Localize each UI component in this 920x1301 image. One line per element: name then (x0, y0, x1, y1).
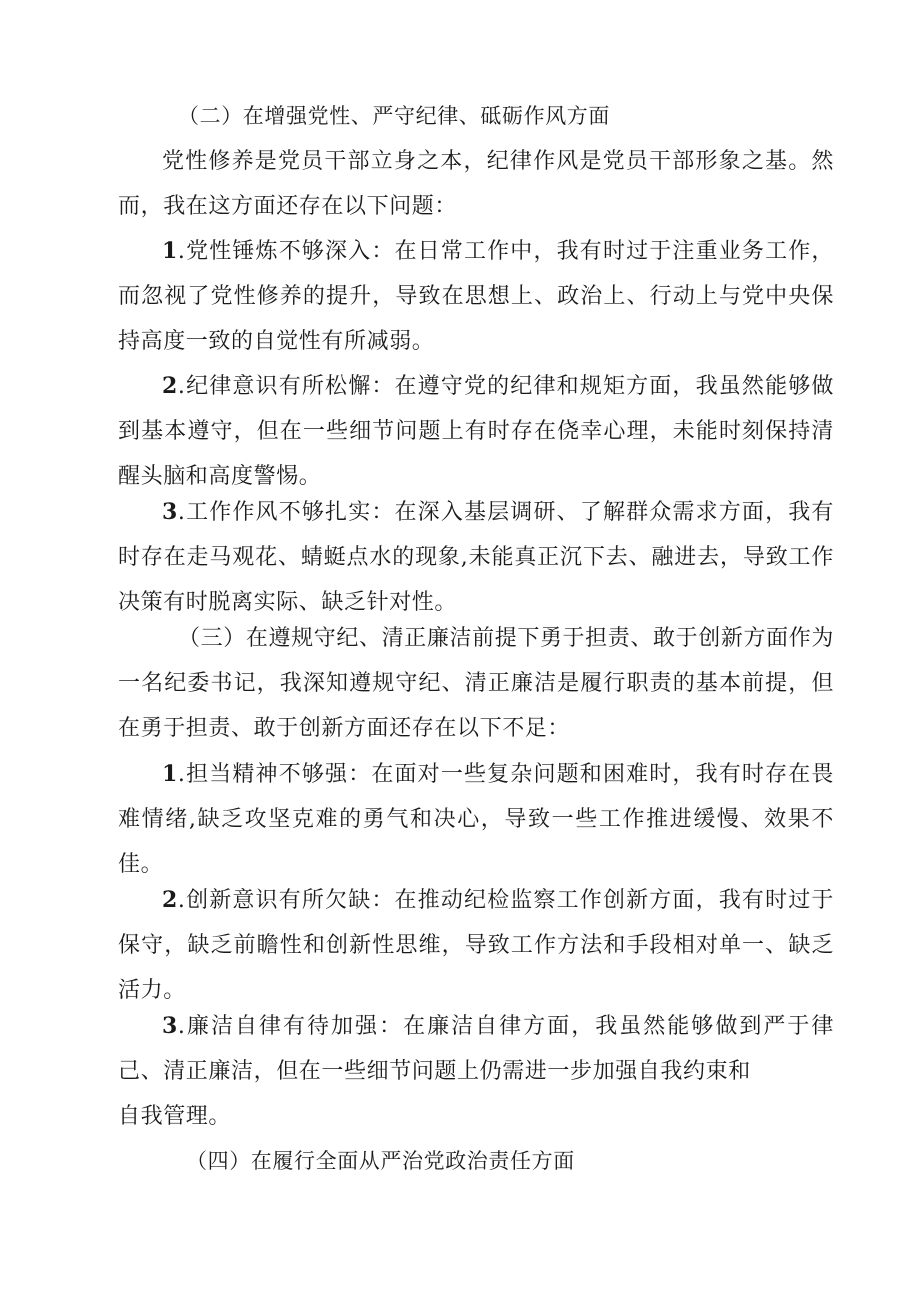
section-3-heading-intro: （三）在遵规守纪、清正廉洁前提下勇于担责、敢于创新方面作为一名纪委书记，我深知遵规守纪、清正廉洁是履行职责的基本前提，但在勇于担责、敢于创新方面还存在以下不足： (118, 626, 834, 741)
section-3-item-3 (118, 1004, 834, 1094)
item-number: 2 (162, 887, 178, 913)
section-2-intro: 党性修养是党员干部立身之本，纪律作风是党员干部形象之基。然而，我在这方面还存在以下问题： (118, 149, 834, 219)
item-number: 1 (162, 761, 178, 787)
item-number: 3 (162, 499, 178, 525)
item-number: 1 (162, 238, 178, 264)
item-number: 3 (162, 1013, 178, 1039)
section-3-item-1 (118, 752, 834, 887)
section-3-item-3-continuation: 自我管理。 (118, 1104, 232, 1129)
item-text: .担当精神不够强：在面对一些复杂问题和困难时，我有时存在畏难情绪,缺乏攻坚克难的勇气和决心，导致一些工作推进缓慢、效果不佳。 (118, 762, 834, 877)
section-2-heading: （二）在增强党性、严守纪律、砥砺作风方面 (178, 104, 610, 128)
item-text: .廉洁自律有待加强：在廉洁自律方面，我虽然能够做到严于律己、清正廉洁，但在一些细节问题上仍需进一步加强自我约束和 (118, 1014, 834, 1084)
item-text: .创新意识有所欠缺：在推动纪检监察工作创新方面，我有时过于保守，缺乏前瞻性和创新性思维，导致工作方法和手段相对单一、缺乏活力。 (118, 888, 834, 1003)
section-4-heading: （四）在履行全面从严治党政治责任方面 (186, 1149, 575, 1173)
section-2-item-2 (118, 364, 834, 499)
item-number: 2 (162, 373, 178, 399)
item-text: .工作作风不够扎实：在深入基层调研、了解群众需求方面，我有时存在走马观花、蜻蜓点水的现象,未能真正沉下去、融进去，导致工作决策有时脱离实际、缺乏针对性。 (118, 500, 834, 615)
item-text: .纪律意识有所松懈：在遵守党的纪律和规矩方面，我虽然能够做到基本遵守，但在一些细节问题上有时存在侥幸心理，未能时刻保持清醒头脑和高度警惕。 (118, 374, 834, 489)
section-2-item-3 (118, 490, 834, 625)
item-text: .党性锤炼不够深入：在日常工作中，我有时过于注重业务工作，而忽视了党性修养的提升，导致在思想上、政治上、行动上与党中央保持高度一致的自觉性有所减弱。 (118, 239, 834, 354)
section-2-item-1 (118, 229, 834, 364)
section-3-item-2 (118, 878, 834, 1013)
